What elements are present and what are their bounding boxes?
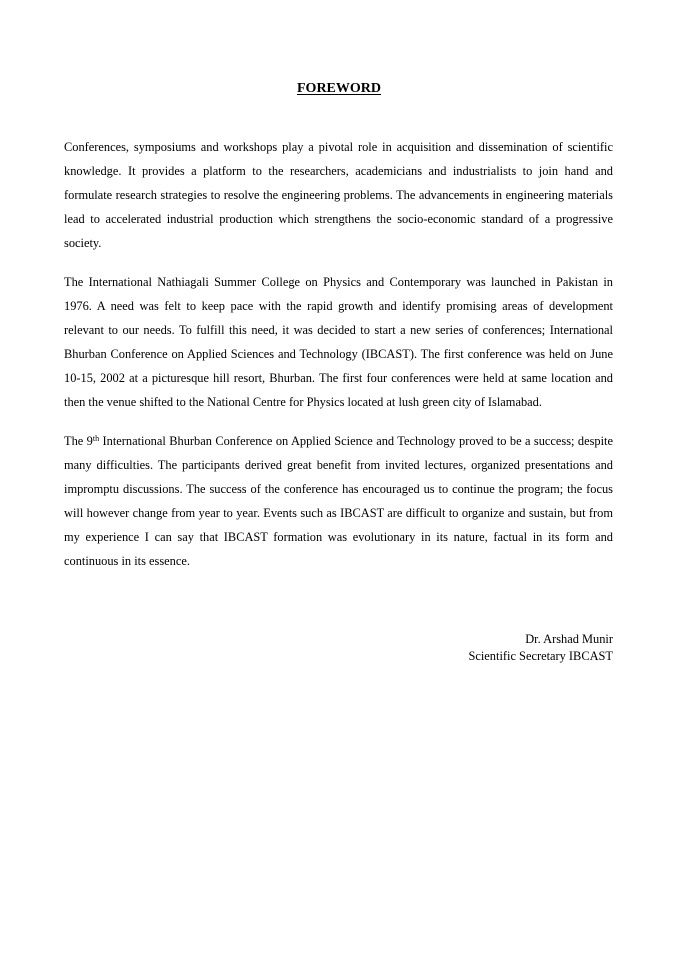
paragraph-3-prefix: The 9 [64, 434, 93, 448]
signature-block [468, 631, 613, 665]
paragraph-1: Conferences, symposiums and workshops play a pivotal role in acquisition and dissemination of scientific knowledge. It provides a platform to the researchers, academicians and industrialists to join hand and formulate research strategies to resolve the engineering problems. The advancements in engineering materials lead to accelerated industrial production which strengthens the socio-economic standard of a progressive society. [64, 140, 613, 250]
signatory-position: Scientific Secretary IBCAST [468, 649, 613, 663]
page-title: FOREWORD [297, 81, 381, 96]
paragraph-3-text: International Bhurban Conference on Applied Science and Technology proved to be a success; despite many difficulties. The participants derived great benefit from invited lectures, organized presentations and impromptu discussions. The success of the conference has encouraged us to continue the program; the focus will however change from year to year. Events such as IBCAST are difficult to organize and sustain, but from my experience I can say that IBCAST formation was evolutionary in its nature, factual in its form and continuous in its essence. [64, 434, 613, 568]
ordinal-superscript: th [92, 434, 100, 443]
foreword-body [64, 135, 613, 588]
paragraph-3 [64, 429, 613, 573]
signatory-name: Dr. Arshad Munir [525, 632, 613, 646]
paragraph-2: The International Nathiagali Summer College on Physics and Contemporary was launched in Pakistan in 1976. A need was felt to keep pace with the rapid growth and identify promising areas of development relevant to our needs. To fulfill this need, it was decided to start a new series of conferences; International Bhurban Conference on Applied Sciences and Technology (IBCAST). The first conference was held on June 10-15, 2002 at a picturesque hill resort, Bhurban. The first four conferences were held at same location and then the venue shifted to the National Centre for Physics located at lush green city of Islamabad. [64, 275, 613, 409]
